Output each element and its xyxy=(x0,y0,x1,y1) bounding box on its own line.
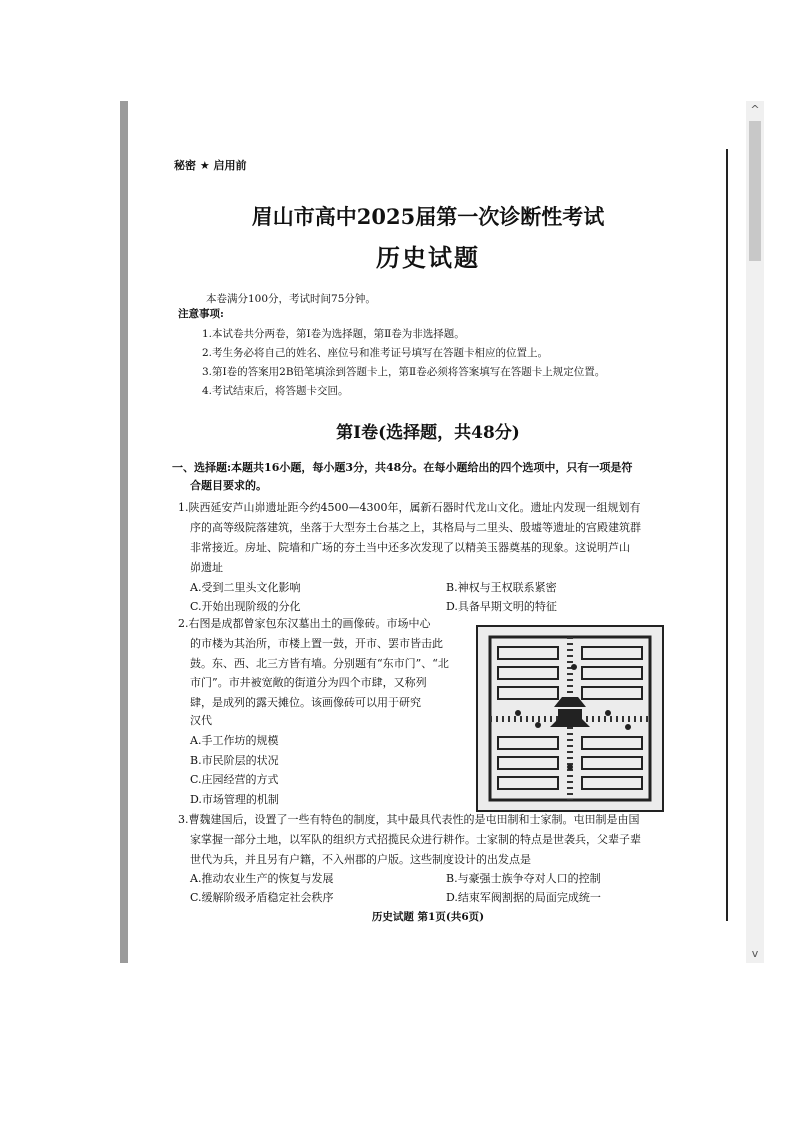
q2-line: 市门”。市井被宽敞的街道分为四个市肆，又称列 xyxy=(190,676,427,689)
market-brick-drawing xyxy=(478,627,662,810)
q1-line: 序的高等级院落建筑，坐落于大型夯土台基之上，其格局与二里头、殷墟等遗址的宫殿建筑群 xyxy=(190,521,641,534)
q3-line: 世代为兵，并且另有户籍，不入州郡的户版。这些制度设计的出发点是 xyxy=(190,853,531,866)
q3-option: A.推动农业生产的恢复与发展 xyxy=(190,872,334,885)
scroll-thumb[interactable] xyxy=(749,121,761,261)
q1-option: D.具备早期文明的特征 xyxy=(446,600,557,613)
instruction-line: 合题目要求的。 xyxy=(190,479,267,492)
q1-line: 1.陕西延安芦山峁遗址距今约4500—4300年，属新石器时代龙山文化。遗址内发现一组规划有 xyxy=(178,501,641,514)
notice-item: 1.本试卷共分两卷，第Ⅰ卷为选择题，第Ⅱ卷为非选择题。 xyxy=(202,328,465,340)
q2-line: 鼓。东、西、北三方皆有墙。分别题有“东市门”、“北 xyxy=(190,657,449,670)
han-market-brick-image xyxy=(476,625,664,812)
q2-line: 汉代 xyxy=(190,714,212,727)
instruction-line: 一、选择题:本题共16小题，每小题3分，共48分。在每小题给出的四个选项中，只有一项是符 xyxy=(172,461,633,474)
document-viewer xyxy=(120,101,764,963)
q2-line: 2.右图是成都曾家包东汉墓出土的画像砖。市场中心 xyxy=(178,617,431,630)
q2-line: 的市楼为其治所，市楼上置一鼓，开市、罢市皆击此 xyxy=(190,637,443,650)
exam-title: 眉山市高中2025届第一次诊断性考试 xyxy=(251,204,605,229)
exam-page xyxy=(128,101,746,963)
q3-line: 3.曹魏建国后，设置了一些有特色的制度，其中最具代表性的是屯田制和士家制。屯田制是由国 xyxy=(178,813,640,826)
q2-option: D.市场管理的机制 xyxy=(190,793,279,806)
q3-line: 家掌握一部分土地，以军队的组织方式招揽民众进行耕作。士家制的特点是世袭兵，父辈子辈 xyxy=(190,833,641,846)
scroll-down-arrow-icon[interactable]: v xyxy=(751,947,759,960)
page-footer: 历史试题 第1页(共6页) xyxy=(371,911,485,923)
q1-line: 峁遗址 xyxy=(190,561,223,574)
q2-line: 肆，是成列的露天摊位。该画像砖可以用于研究 xyxy=(190,696,421,709)
intro-text: 本卷满分100分，考试时间75分钟。 xyxy=(206,293,376,305)
notice-item: 2.考生务必将自己的姓名、座位号和准考证号填写在答题卡相应的位置上。 xyxy=(202,347,549,359)
scroll-up-arrow-icon[interactable]: ^ xyxy=(750,103,760,116)
q2-option: B.市民阶层的状况 xyxy=(190,754,279,767)
subject-title: 历史试题 xyxy=(376,243,480,272)
q1-option: A.受到二里头文化影响 xyxy=(190,581,301,594)
q1-option: C.开始出现阶级的分化 xyxy=(190,600,301,613)
q2-option: C.庄园经营的方式 xyxy=(190,773,279,786)
q3-option: D.结束军阀割据的局面完成统一 xyxy=(446,891,601,904)
notice-heading: 注意事项: xyxy=(178,308,224,320)
notice-item: 4.考试结束后，将答题卡交回。 xyxy=(202,385,349,397)
q3-option: B.与豪强士族争夺对人口的控制 xyxy=(446,872,601,885)
q1-option: B.神权与王权联系紧密 xyxy=(446,581,557,594)
q2-option: A.手工作坊的规模 xyxy=(190,734,279,747)
q3-option: C.缓解阶级矛盾稳定社会秩序 xyxy=(190,891,334,904)
section-title: 第Ⅰ卷(选择题，共48分) xyxy=(336,423,520,443)
q1-line: 非常接近。房址、院墙和广场的夯土当中还多次发现了以精美玉器奠基的现象。这说明芦山 xyxy=(190,541,630,554)
vertical-scrollbar[interactable] xyxy=(746,101,764,963)
notice-item: 3.第Ⅰ卷的答案用2B铅笔填涂到答题卡上，第Ⅱ卷必须将答案填写在答题卡上规定位置。 xyxy=(202,366,606,378)
secret-label: 秘密 ★ 启用前 xyxy=(174,159,247,172)
